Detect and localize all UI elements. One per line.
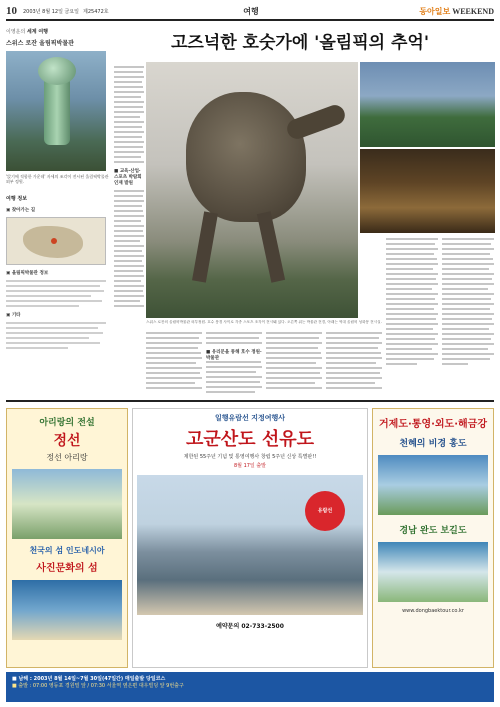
ad-strip-line2: ■ 출발 : 07:00 영등포 경원밀 앞 / 07:30 서울역 옆은편 대우빌딩 앞 9번출구 — [12, 683, 184, 689]
article-column-1 — [114, 62, 144, 396]
ad-mid-kicker: 일행유람선 지정여행사 — [214, 414, 286, 422]
article-column-6 — [386, 238, 438, 396]
article-column-3 — [206, 332, 262, 396]
advertisement-area — [6, 400, 494, 704]
info-subheading-museum: ▣ 올림픽박물관 정보 — [6, 270, 49, 276]
ad-right-line1: 거제도·통영·외도·해금강 — [379, 419, 487, 430]
ad-right-url: www.dongbaektour.co.kr — [402, 608, 464, 614]
location-map — [6, 217, 106, 265]
ad-right-line3: 경남 완도 보길도 — [399, 526, 467, 536]
masthead-brand — [419, 6, 494, 17]
column-kicker — [6, 28, 110, 35]
ad-mid-sub2: 8월 17일 출발 — [233, 463, 267, 469]
sidebar-body-text-2 — [6, 322, 110, 349]
ad-mid-island-photo — [137, 475, 363, 615]
ad-right-photo-1 — [378, 455, 488, 515]
map-location-marker — [51, 238, 57, 244]
ad-left-photo-2 — [12, 580, 122, 640]
ad-left-line1: 아리랑의 전설 — [39, 418, 95, 428]
ad-left-photo-1 — [12, 469, 122, 539]
sculpture-leg-right — [257, 211, 285, 282]
sculpture-photo — [6, 51, 106, 171]
ad-left-line2: 정선 — [53, 433, 81, 449]
article-column-4 — [266, 332, 322, 396]
page-number: 10 — [6, 5, 17, 17]
ad-seonyudo — [132, 408, 368, 668]
ad-left-line5: 사진문화의 섬 — [36, 563, 98, 574]
museum-exterior-photo — [360, 62, 495, 147]
kicker-title: 세계 여행 — [26, 29, 48, 35]
article-column-7 — [442, 238, 494, 396]
sculpture-figure — [186, 92, 306, 222]
main-sculpture-photo — [146, 62, 358, 318]
sculpture-arm — [284, 102, 347, 141]
sidebar-subtitle: 스위스 로잔 올림픽박물관 — [6, 40, 74, 47]
section-label: 여행 — [243, 6, 259, 16]
info-subheading-misc: ▣ 기타 — [6, 312, 21, 318]
left-sidebar — [6, 24, 110, 396]
sculpture-leg-left — [192, 211, 218, 282]
ad-right-photo-2 — [378, 542, 488, 602]
ad-strip-line1: ■ 남해 : 2003년 8월 14일~7월 30일(47일간) 매일출발 당일코스 — [12, 676, 166, 682]
issue-date: 2003년 8월 12일 금요일 — [23, 8, 80, 15]
ad-right-line2: 천혜의 비경 홍도 — [399, 439, 467, 449]
info-box-title: 여행 정보 — [6, 195, 28, 202]
ad-mid-phone: 예약문의 02-733-2500 — [216, 623, 284, 630]
section-heading-1: ■ 교육·산업·스포츠 박람회 인재 발원 — [114, 169, 142, 186]
ad-bottom-strip — [6, 672, 494, 702]
info-subheading-directions: ▣ 찾아가는 길 — [6, 207, 36, 213]
article-title: 고즈넉한 호숫가에 '올림픽의 추억' — [170, 33, 430, 53]
torch-exhibit-photo — [360, 149, 495, 233]
sculpture-head — [38, 57, 76, 85]
ad-left-line4: 천국의 섬 인도네시아 — [29, 546, 105, 555]
kicker-label: 이영운의 — [6, 29, 26, 35]
brand-name: 동아일보 — [419, 6, 451, 16]
header-rule — [6, 19, 494, 21]
sidebar-photo-caption: '앉기에 적합한 가운데' 자세의 조각이 전시된 올림픽박물관 외부 정원. — [6, 174, 109, 185]
ad-dongbaek-tour — [372, 408, 494, 668]
ad-mid-sub: 제한된 55주년 기념 및 통영여행사 창립 5주년 신상 특별판!! — [183, 454, 317, 460]
photo-caption: 스위스 로잔의 올림픽박물관 외부정원. 호수 풍경 사이로 각종 스포츠 조각이 전시돼 있다. 오른쪽 위는 박물관 전경, 아래는 역대 올림픽 성화봉 전시실. — [146, 320, 382, 324]
ad-mid-headline: 고군산도 선유도 — [186, 429, 314, 450]
article-column-5 — [326, 332, 382, 396]
ad-left-line3: 정선 아리랑 — [46, 453, 88, 462]
ad-mid-badge: 유람선 — [305, 491, 345, 531]
sidebar-body-text — [6, 280, 110, 307]
ad-jeongseon — [6, 408, 128, 668]
article-column-2 — [146, 332, 202, 396]
brand-suffix: WEEKEND — [452, 6, 494, 16]
section-heading-2: ■ 유리문을 통해 호수 정원·박물관 — [206, 350, 262, 361]
issue-number: 제25472호 — [83, 8, 109, 15]
page-header — [6, 4, 494, 18]
